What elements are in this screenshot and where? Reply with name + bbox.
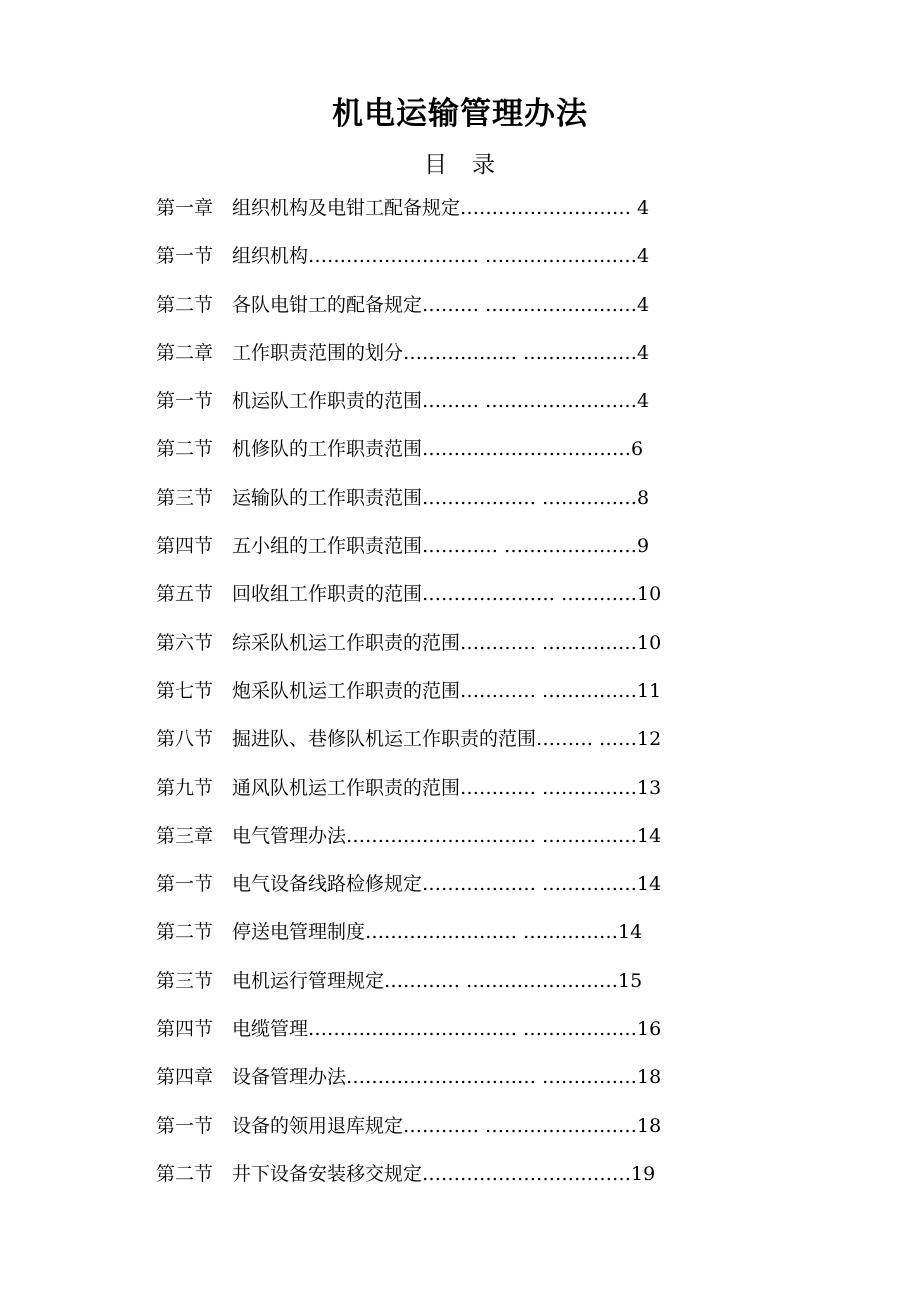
toc-entry[interactable] [156,869,756,917]
toc-entry-leader-and-page: ……………………………19 [422,1162,656,1185]
toc-entry-label: 第一节 [156,873,214,896]
toc-entry-title: 电气设备线路检修规定 [232,873,423,896]
toc-entry-title: 电机运行管理规定 [232,969,385,992]
toc-entry-leader-and-page: ……………… ………………4 [403,341,650,364]
toc-entry-title: 组织机构 [232,245,309,268]
toc-entry-leader-and-page: ……… ……………………4 [422,390,650,413]
table-of-contents [156,193,756,1207]
toc-entry-label: 第二节 [156,438,214,461]
toc-entry-label: 第一节 [156,245,214,268]
toc-entry-title: 五小组的工作职责范围 [232,535,423,558]
toc-entry[interactable] [156,1062,756,1110]
toc-entry-label: 第三章 [156,824,214,847]
toc-entry-title: 电气管理办法 [232,824,347,847]
toc-entry-leader-and-page: ………………… …………10 [422,583,662,606]
toc-entry[interactable] [156,773,756,821]
toc-entry-title: 工作职责范围的划分 [232,341,404,364]
toc-entry-title: 运输队的工作职责范围 [232,486,423,509]
toc-entry-title: 炮采队机运工作职责的范围 [232,679,461,702]
toc-entry-title: 设备管理办法 [232,1066,347,1089]
toc-entry-title: 综采队机运工作职责的范围 [232,631,461,654]
toc-entry-title: 回收组工作职责的范围 [232,583,423,606]
toc-entry-leader-and-page: ………………………… ……………18 [346,1066,662,1089]
toc-entry[interactable] [156,531,756,579]
toc-entry-label: 第二节 [156,921,214,944]
toc-entry-title: 机运队工作职责的范围 [232,390,423,413]
toc-entry[interactable] [156,821,756,869]
toc-entry-label: 第六节 [156,631,214,654]
toc-entry-label: 第四节 [156,1018,214,1041]
toc-entry-label: 第三节 [156,486,214,509]
toc-entry-title: 各队电钳工的配备规定 [232,293,423,316]
toc-entry-leader-and-page: ………… ……………………15 [384,969,643,992]
toc-entry-leader-and-page: ………………………… ……………14 [346,824,662,847]
toc-entry-label: 第四章 [156,1066,214,1089]
toc-entry-leader-and-page: ………… ……………………18 [403,1114,662,1137]
toc-entry-label: 第一章 [156,197,214,219]
toc-entry-label: 第八节 [156,728,214,751]
toc-entry-title: 掘进队、巷修队机运工作职责的范围 [232,728,537,751]
toc-entry[interactable] [156,193,756,241]
toc-entry-leader-and-page: ………… ……………10 [460,631,662,654]
toc-entry-leader-and-page: ……………………… 4 [460,197,650,219]
toc-entry[interactable] [156,917,756,965]
toc-entry[interactable] [156,724,756,772]
toc-entry[interactable] [156,338,756,386]
toc-entry[interactable] [156,434,756,482]
toc-entry-leader-and-page: ……………………… ……………………4 [308,245,650,268]
toc-entry-leader-and-page: ……………… ……………14 [422,873,662,896]
toc-entry[interactable] [156,483,756,531]
toc-entry-leader-and-page: ……………… ……………8 [422,486,650,509]
toc-entry-label: 第一节 [156,1114,214,1137]
toc-entry[interactable] [156,579,756,627]
toc-entry-label: 第七节 [156,679,214,702]
toc-entry-label: 第二节 [156,1162,214,1185]
toc-entry-title: 通风队机运工作职责的范围 [232,776,461,799]
toc-entry-leader-and-page: ………… ……………11 [460,679,662,702]
document-title: 机电运输管理办法 [332,96,588,132]
toc-entry-label: 第二章 [156,341,214,364]
toc-entry[interactable] [156,241,756,289]
toc-entry[interactable] [156,966,756,1014]
toc-entry-title: 组织机构及电钳工配备规定 [232,197,461,219]
toc-entry-leader-and-page: …………………………… ………………16 [308,1018,662,1041]
toc-entry-label: 第二节 [156,293,214,316]
toc-entry-label: 第九节 [156,776,214,799]
toc-entry-title: 电缆管理 [232,1018,309,1041]
toc-entry[interactable] [156,1111,756,1159]
toc-entry-leader-and-page: ……… ……12 [536,728,662,751]
toc-entry[interactable] [156,676,756,724]
toc-entry-title: 机修队的工作职责范围 [232,438,423,461]
toc-heading: 目 录 [424,152,496,178]
toc-entry[interactable] [156,1014,756,1062]
toc-entry-label: 第五节 [156,583,214,606]
toc-entry-label: 第四节 [156,535,214,558]
toc-entry-leader-and-page: ………… …………………9 [422,535,650,558]
toc-entry-label: 第三节 [156,969,214,992]
toc-entry[interactable] [156,290,756,338]
toc-entry-leader-and-page: ………… ……………13 [460,776,662,799]
toc-entry-title: 设备的领用退库规定 [232,1114,404,1137]
toc-entry-leader-and-page: ……………………………6 [422,438,644,461]
toc-entry[interactable] [156,1159,756,1207]
toc-entry-title: 井下设备安装移交规定 [232,1162,423,1185]
toc-entry-label: 第一节 [156,390,214,413]
toc-entry-leader-and-page: …………………… ……………14 [365,921,643,944]
toc-entry[interactable] [156,386,756,434]
toc-entry-leader-and-page: ……… ……………………4 [422,293,650,316]
toc-entry-title: 停送电管理制度 [232,921,366,944]
toc-entry[interactable] [156,628,756,676]
